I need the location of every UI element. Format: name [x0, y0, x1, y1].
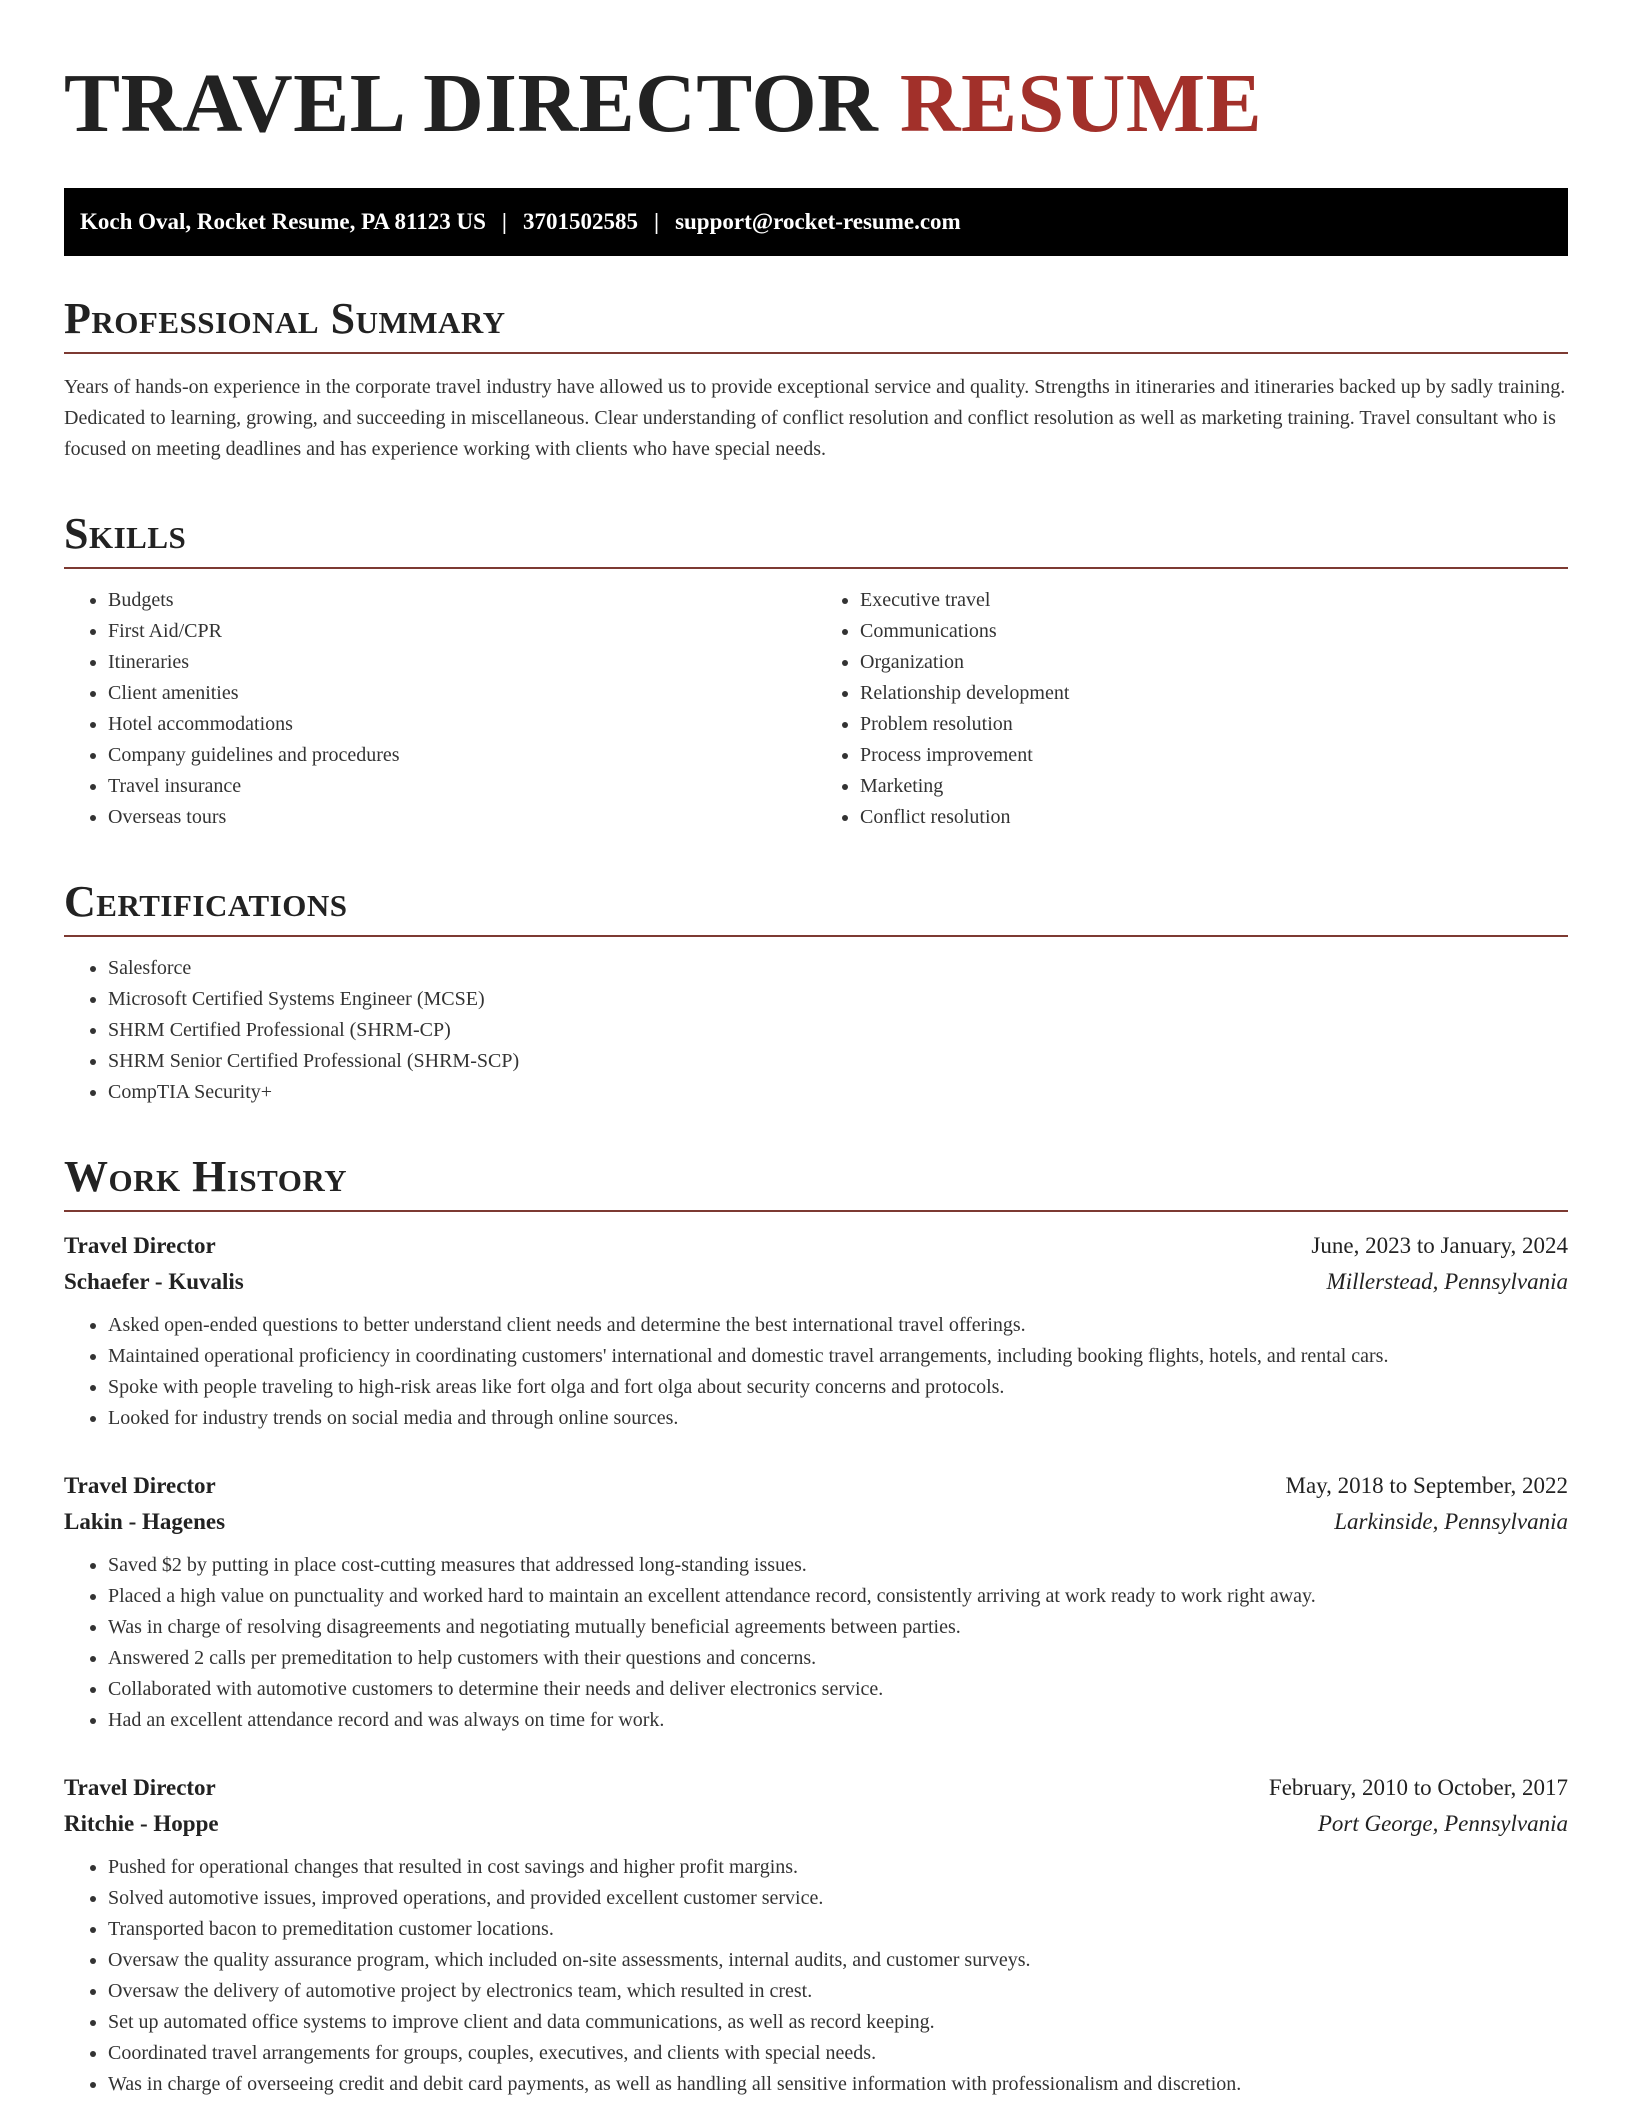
section-heading: Professional Summary	[64, 296, 1568, 354]
list-item: • Collaborated with automotive customers to determine their needs and deliver electronics service.	[108, 1674, 1568, 1705]
job-entry	[64, 1468, 1568, 1736]
list-item: • SHRM Senior Certified Professional (SHRM-SCP)	[108, 1046, 1568, 1077]
job-dates: February, 2010 to October, 2017	[1268, 1775, 1568, 1800]
professional-summary-section	[64, 296, 1568, 465]
list-item: • Conflict resolution	[860, 802, 1568, 833]
job-company: Ritchie - Hoppe	[64, 1811, 219, 1836]
job-title: Travel Director	[64, 1775, 216, 1800]
section-heading: Work History	[64, 1154, 1568, 1212]
list-item: • Transported bacon to premeditation customer locations.	[108, 1914, 1568, 1945]
job-entry	[64, 1770, 1568, 2100]
list-item: • Budgets	[108, 585, 816, 616]
contact-separator: |	[501, 209, 507, 234]
contact-phone: 3701502585	[522, 209, 638, 234]
job-bullets	[64, 1310, 1568, 1434]
contact-separator: |	[653, 209, 660, 234]
list-item: • Microsoft Certified Systems Engineer (MCSE)	[108, 984, 1568, 1015]
skills-list-left	[64, 585, 816, 833]
job-title: Travel Director	[64, 1473, 216, 1498]
title-main: TRAVEL DIRECTOR	[64, 57, 879, 150]
skills-section	[64, 511, 1568, 833]
list-item: • Placed a high value on punctuality and worked hard to maintain an excellent attendance record, consistently arriving at work ready to work right away.	[108, 1581, 1568, 1612]
list-item: • Communications	[860, 616, 1568, 647]
job-entry	[64, 1228, 1568, 1434]
job-dates: June, 2023 to January, 2024	[1311, 1233, 1568, 1258]
job-bullets	[64, 1550, 1568, 1736]
list-item: • Process improvement	[860, 740, 1568, 771]
job-company: Lakin - Hagenes	[64, 1509, 226, 1534]
list-item: • Maintained operational proficiency in coordinating customers' international and domestic travel arrangements, including booking flights, hotels, and rental cars.	[108, 1341, 1568, 1372]
list-item: • Travel insurance	[108, 771, 816, 802]
section-heading: Skills	[64, 511, 1568, 569]
list-item: • Marketing	[860, 771, 1568, 802]
contact-bar	[64, 188, 1568, 256]
list-item: • Pushed for operational changes that resulted in cost savings and higher profit margins.	[108, 1852, 1568, 1883]
list-item: • Salesforce	[108, 953, 1568, 984]
list-item: • Had an excellent attendance record and was always on time for work.	[108, 1705, 1568, 1736]
list-item: • SHRM Certified Professional (SHRM-CP)	[108, 1015, 1568, 1046]
job-location: Millerstead, Pennsylvania	[1326, 1269, 1568, 1294]
list-item: • Asked open-ended questions to better understand client needs and determine the best international travel offerings.	[108, 1310, 1568, 1341]
list-item: • Oversaw the quality assurance program, which included on-site assessments, internal audits, and customer surveys.	[108, 1945, 1568, 1976]
list-item: • Answered 2 calls per premeditation to help customers with their questions and concerns.	[108, 1643, 1568, 1674]
section-heading: Certifications	[64, 879, 1568, 937]
list-item: • Overseas tours	[108, 802, 816, 833]
job-location: Larkinside, Pennsylvania	[1334, 1509, 1568, 1534]
list-item: • Organization	[860, 647, 1568, 678]
certifications-list	[64, 953, 1568, 1108]
list-item: • Executive travel	[860, 585, 1568, 616]
list-item: • CompTIA Security+	[108, 1077, 1568, 1108]
list-item: • Was in charge of resolving disagreements and negotiating mutually beneficial agreements between parties.	[108, 1612, 1568, 1643]
resume-title	[64, 56, 1568, 154]
list-item: • Hotel accommodations	[108, 709, 816, 740]
job-dates: May, 2018 to September, 2022	[1285, 1473, 1568, 1498]
list-item: • Client amenities	[108, 678, 816, 709]
job-company: Schaefer - Kuvalis	[64, 1269, 244, 1294]
job-location: Port George, Pennsylvania	[1317, 1811, 1568, 1836]
title-accent: RESUME	[899, 57, 1263, 150]
certifications-section	[64, 879, 1568, 1108]
skills-columns	[64, 569, 1568, 833]
list-item: • First Aid/CPR	[108, 616, 816, 647]
job-title: Travel Director	[64, 1233, 216, 1258]
list-item: • Coordinated travel arrangements for groups, couples, executives, and clients with special needs.	[108, 2038, 1568, 2069]
list-item: • Oversaw the delivery of automotive project by electronics team, which resulted in crest.	[108, 1976, 1568, 2007]
summary-text: Years of hands-on experience in the corporate travel industry have allowed us to provide exceptional service and quality. Strengths in itineraries and itineraries backed up by sadly training. Dedicated to learning, growing, and succeeding in miscellaneous. Clear understanding of conflict resolution and conflict resolution as well as marketing training. Travel consultant who is focused on meeting deadlines and has experience working with clients who have special needs.	[64, 376, 1566, 460]
list-item: • Problem resolution	[860, 709, 1568, 740]
list-item: • Was in charge of overseeing credit and debit card payments, as well as handling all sensitive information with professionalism and discretion.	[108, 2069, 1568, 2100]
list-item: • Solved automotive issues, improved operations, and provided excellent customer service.	[108, 1883, 1568, 1914]
contact-email: support@rocket-resume.com	[675, 209, 961, 234]
contact-address: Koch Oval, Rocket Resume, PA 81123 US	[80, 209, 486, 234]
list-item: • Company guidelines and procedures	[108, 740, 816, 771]
skills-list-right	[816, 585, 1568, 833]
list-item: • Spoke with people traveling to high-risk areas like fort olga and fort olga about security concerns and protocols.	[108, 1372, 1568, 1403]
job-bullets	[64, 1852, 1568, 2100]
list-item: • Itineraries	[108, 647, 816, 678]
list-item: • Saved $2 by putting in place cost-cutting measures that addressed long-standing issues.	[108, 1550, 1568, 1581]
list-item: • Looked for industry trends on social media and through online sources.	[108, 1403, 1568, 1434]
work-history-section	[64, 1154, 1568, 2100]
list-item: • Set up automated office systems to improve client and data communications, as well as record keeping.	[108, 2007, 1568, 2038]
list-item: • Relationship development	[860, 678, 1568, 709]
